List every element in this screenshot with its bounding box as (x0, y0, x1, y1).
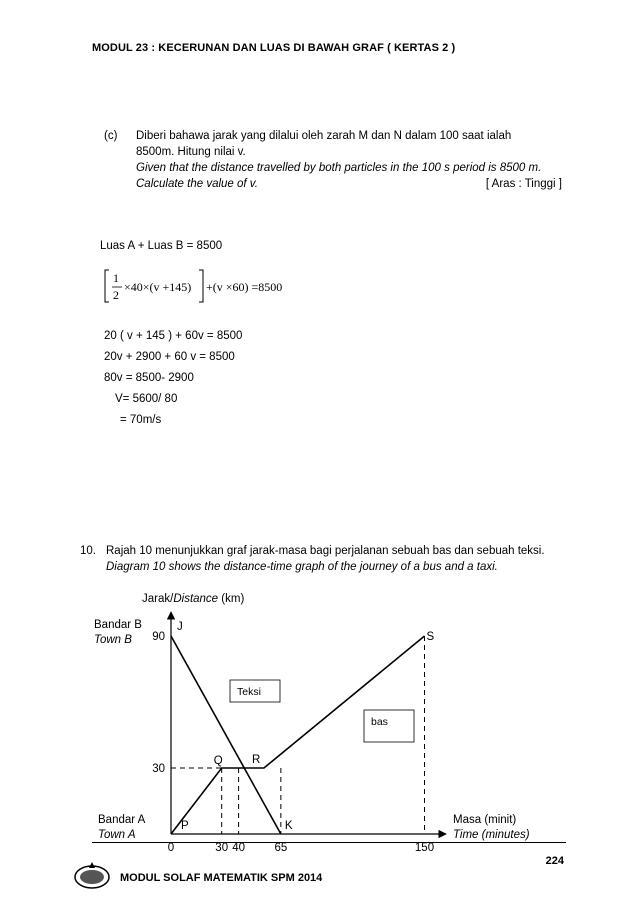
part-c-english-line-1: Given that the distance travelled by both particles in the 100 s period is 8500 m. (136, 162, 542, 174)
module-logo-icon (72, 860, 112, 890)
part-c-english-line-2: Calculate the value of v. (136, 178, 258, 190)
x-tick-150: 150 (414, 842, 435, 854)
x-tick-0: 0 (167, 842, 175, 854)
tick-labels (152, 631, 434, 854)
part-c-malay-line-2: 8500m. Hitung nilai v. (136, 146, 246, 158)
town-b-english: Town B (94, 634, 132, 646)
point-label-p: P (181, 820, 189, 832)
town-a-english: Town A (98, 829, 136, 841)
point-label-j: J (177, 621, 183, 633)
point-label-s: S (426, 631, 435, 643)
page-number: 224 (545, 855, 564, 867)
y-axis-label-unit: (km) (221, 593, 245, 605)
point-label-r: R (251, 754, 261, 766)
x-axis-label-english: Time (minutes) (453, 829, 530, 841)
equation-middle: ×40×(v +145) (124, 280, 192, 294)
equation-tail: +(v ×60) =8500 (206, 280, 283, 294)
taxi-series-line (171, 636, 281, 834)
working-step-2: 20v + 2900 + 60 v = 8500 (104, 351, 235, 363)
difficulty-level: [ Aras : Tinggi ] (485, 178, 562, 190)
part-c-label: (c) (104, 130, 118, 142)
page-header-title: MODUL 23 : KECERUNAN DAN LUAS DI BAWAH GRAF ( KERTAS 2 ) (92, 42, 456, 54)
series-label-boxes (230, 680, 414, 742)
taxi-label: Teksi (237, 686, 261, 698)
town-b-malay: Bandar B (94, 619, 142, 631)
working-step-5: = 70m/s (120, 414, 162, 426)
point-label-k: K (284, 820, 293, 832)
y-axis-label-english: Distance (173, 593, 219, 605)
fraction-denominator: 2 (113, 288, 119, 302)
working-step-1: 20 ( v + 145 ) + 60v = 8500 (104, 330, 243, 342)
question-10-english: Diagram 10 shows the distance-time graph of the journey of a bus and a taxi. (106, 561, 498, 573)
part-c-malay-line-1: Diberi bahawa jarak yang dilalui oleh zarah M dan N dalam 100 saat ialah (136, 130, 512, 142)
question-10-number: 10. (80, 545, 96, 557)
module-name: MODUL SOLAF MATEMATIK SPM 2014 (120, 872, 323, 884)
working-step-4: V= 5600/ 80 (115, 393, 178, 405)
x-tick-65: 65 (274, 842, 288, 854)
x-tick-30: 30 (215, 842, 229, 854)
question-10-malay: Rajah 10 menunjukkan graf jarak-masa bagi perjalanan sebuah bas dan sebuah teksi. (106, 545, 545, 557)
x-axis-label-malay: Masa (minit) (453, 814, 517, 826)
fraction-numerator: 1 (113, 271, 119, 285)
footer-rule (92, 842, 566, 843)
town-a-malay: Bandar A (98, 814, 146, 826)
bus-label: bas (371, 716, 388, 728)
working-step-3: 80v = 8500- 2900 (104, 372, 194, 384)
working-line-1: Luas A + Luas B = 8500 (100, 240, 223, 252)
y-tick-90: 90 (152, 631, 165, 643)
y-axis-label-malay: Jarak/ (142, 593, 174, 605)
x-tick-40: 40 (232, 842, 245, 854)
point-label-q: Q (213, 755, 223, 767)
y-tick-30: 30 (152, 763, 165, 775)
